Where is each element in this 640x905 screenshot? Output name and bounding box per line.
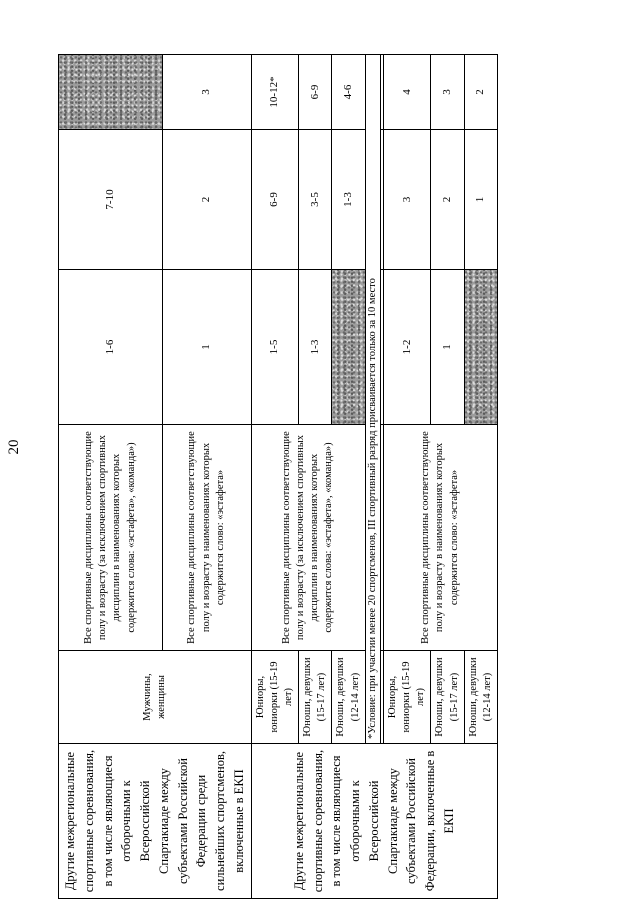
- sport-ranks-table: [58, 54, 498, 899]
- rank-cell: 1: [464, 130, 497, 270]
- rank-cell: 7-10: [59, 130, 163, 270]
- rank-cell: 3: [383, 130, 431, 270]
- rank-cell: 1-3: [332, 130, 365, 270]
- rank-cell: 6-9: [251, 130, 299, 270]
- rank-cell: 3: [431, 55, 464, 130]
- rank-cell: 6-9: [299, 55, 332, 130]
- shaded-rank-cell: [464, 270, 497, 425]
- rank-cell: 1-6: [59, 270, 163, 425]
- group-cell: Юниоры, юниорки (15-19 лет): [383, 651, 431, 744]
- group-cell: Юноши, девушки (15-17 лет): [431, 651, 464, 744]
- rank-cell: 4: [383, 55, 431, 130]
- rank-cell: 10-12*: [251, 55, 299, 130]
- rank-cell: 2: [464, 55, 497, 130]
- rank-cell: 2: [431, 130, 464, 270]
- disciplines-cell: Все спортивные дисциплины соответствующие полу и возрасту (за исключением спортивных дисциплин в наименованиях которых содержится слова: «эстафета», «команда»): [251, 425, 365, 651]
- page-number: 20: [6, 439, 22, 455]
- rank-cell: 1: [162, 270, 251, 425]
- disciplines-cell: Все спортивные дисциплины соответствующие полу и возрасту (за исключением спортивных дисциплин в наименованиях которых содержится слова: «эстафета», «команда»): [59, 425, 163, 651]
- competition-cell: Другие межрегиональные спортивные соревнования, в том числе являющиеся отборочными к Всероссийской Спартакиаде между субъектами Российской Федерации, включенные в ЕКП: [251, 744, 498, 899]
- group-cell: Юноши, девушки (12-14 лет): [464, 651, 497, 744]
- group-cell: Юноши, девушки (15-17 лет): [299, 651, 332, 744]
- condition-note: *Условие: при участии менее 20 спортсменов, III спортивный разряд присваивается только за 10 место: [365, 55, 380, 744]
- rank-cell: 2: [162, 130, 251, 270]
- rank-cell: 1: [431, 270, 464, 425]
- disciplines-cell: Все спортивные дисциплины соответствующие полу и возрасту в наименованиях которых содержится слово: «эстафета»: [383, 425, 497, 651]
- competition-cell: Другие межрегиональные спортивные соревнования, в том числе являющиеся отборочными к Всероссийской Спартакиаде между субъектами Российской Федерации среди сильнейших спортсменов, включенные в ЕКП: [59, 744, 252, 899]
- rank-cell: 1-3: [299, 270, 332, 425]
- rank-cell: 4-6: [332, 55, 365, 130]
- shaded-rank-cell: [59, 55, 163, 130]
- rank-cell: 3-5: [299, 130, 332, 270]
- group-cell: Мужчины, женщины: [59, 651, 252, 744]
- table-row: [59, 55, 163, 899]
- rank-cell: 3: [162, 55, 251, 130]
- group-cell: Юниоры, юниорки (15-19 лет): [251, 651, 299, 744]
- shaded-rank-cell: [332, 270, 365, 425]
- rank-cell: 1-2: [383, 270, 431, 425]
- group-cell: Юноши, девушки (12-14 лет): [332, 651, 365, 744]
- table-row: [251, 55, 299, 899]
- disciplines-cell: Все спортивные дисциплины соответствующие полу и возрасту в наименованиях которых содержится слово: «эстафета»: [162, 425, 251, 651]
- rank-cell: 1-5: [251, 270, 299, 425]
